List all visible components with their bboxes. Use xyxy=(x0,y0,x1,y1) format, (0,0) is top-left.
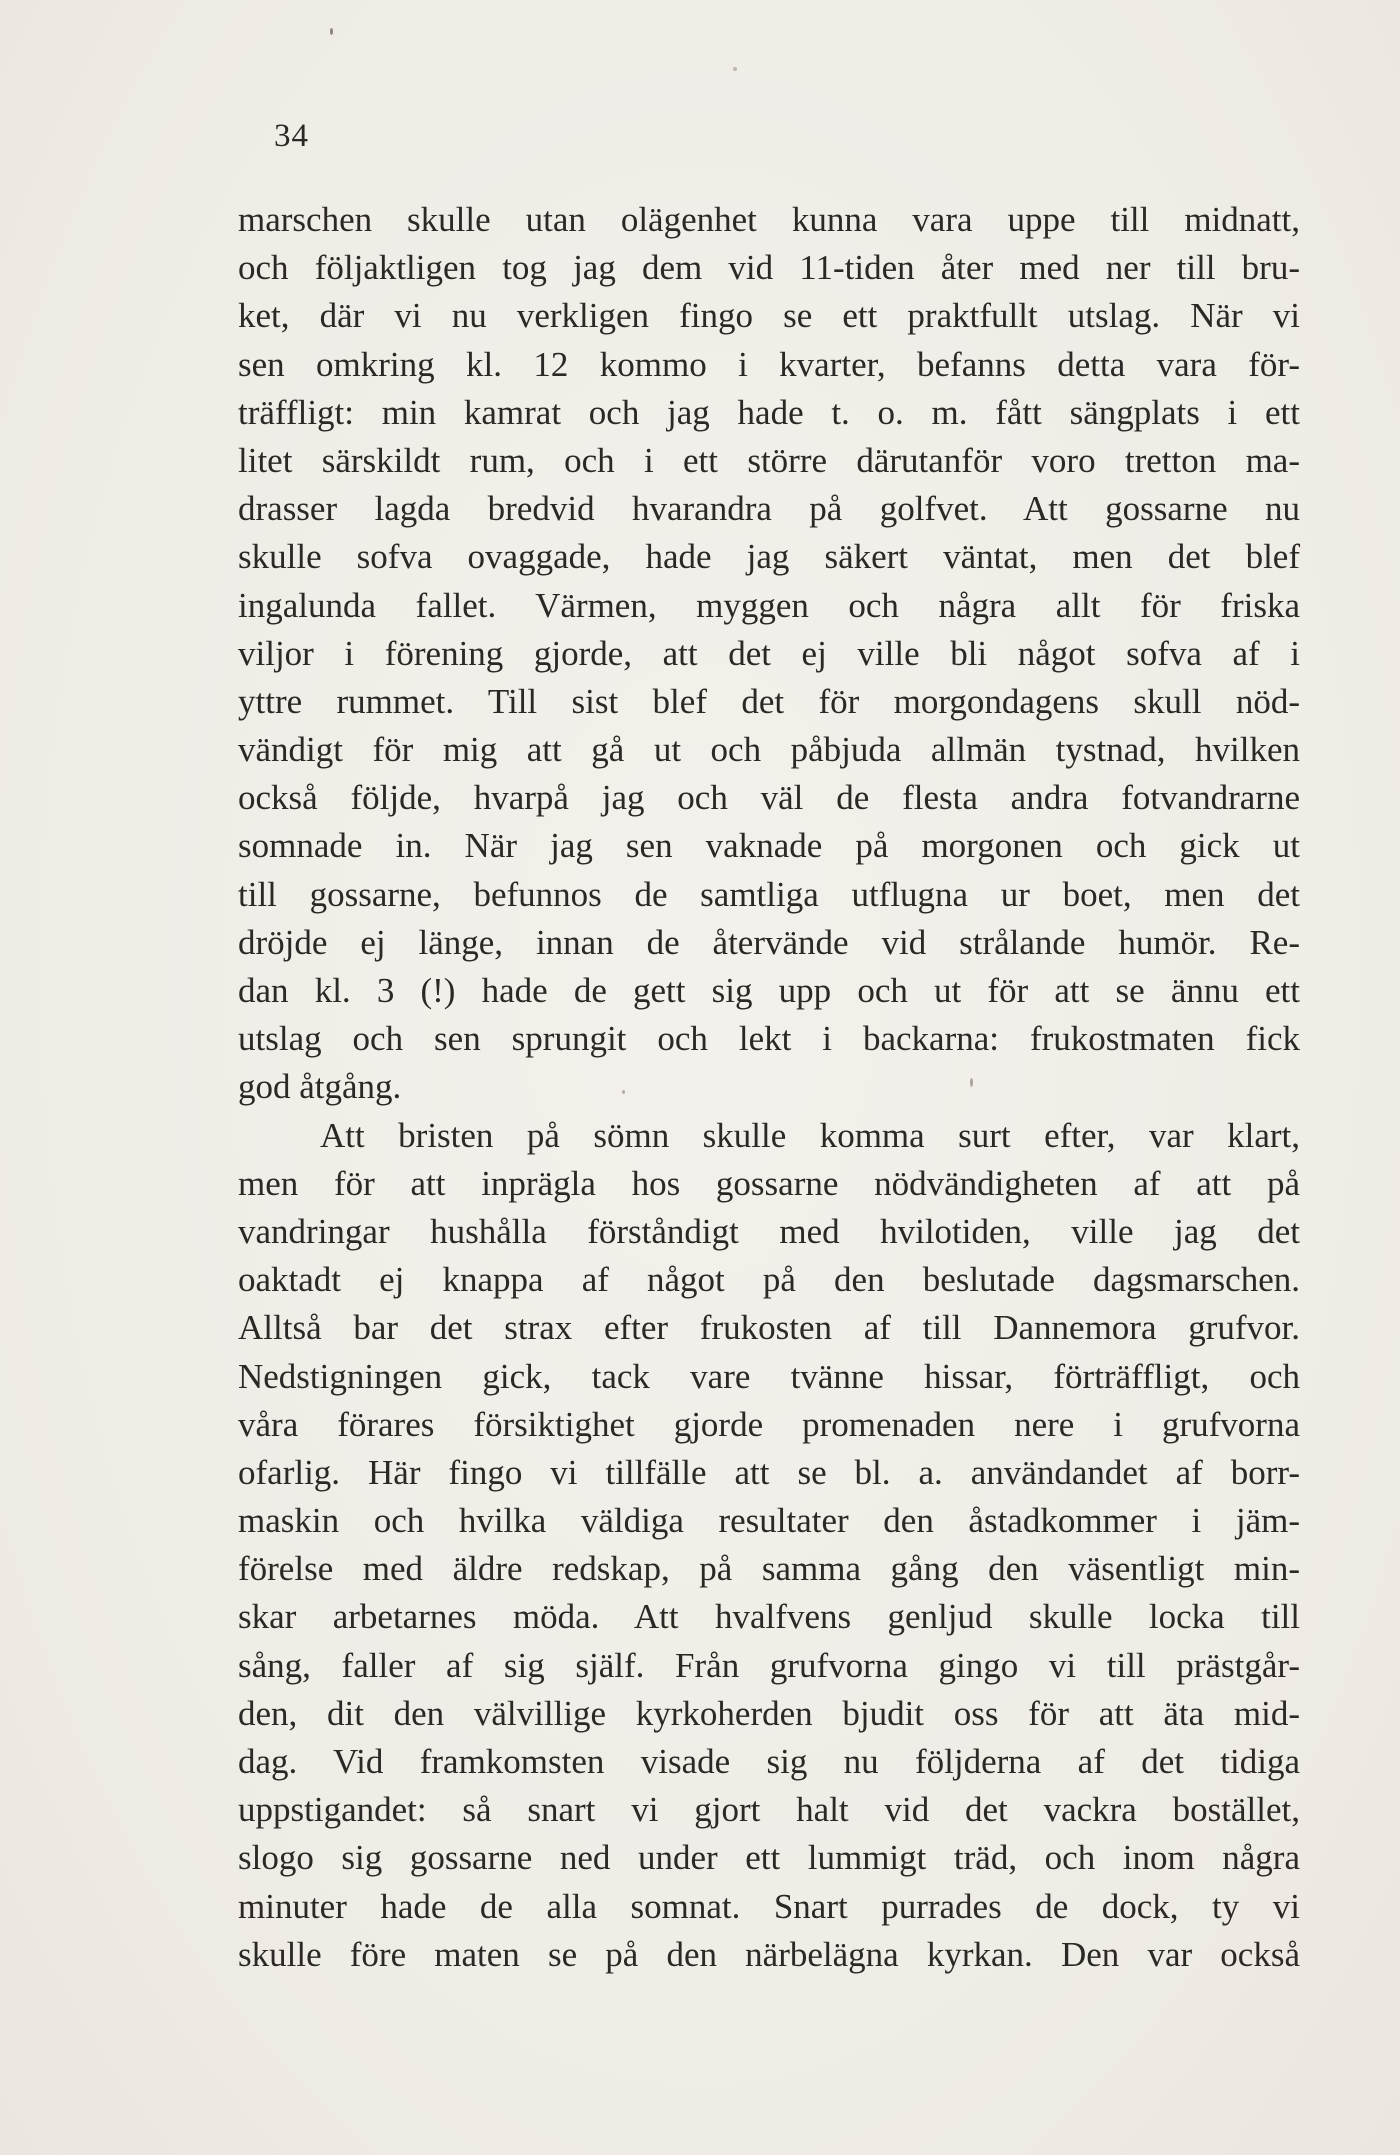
text-line: Alltså bar det strax efter frukosten af till Dannemora grufvor. xyxy=(238,1308,1300,1348)
text-line: men för att inprägla hos gossarne nödvändigheten af att på xyxy=(238,1163,1300,1203)
text-line: dag. Vid framkomsten visade sig nu följderna af det tidiga xyxy=(238,1742,1300,1781)
text-line: viljor i förening gjorde, att det ej ville bli något sofva af i xyxy=(238,633,1300,673)
text-line: och följaktligen tog jag dem vid 11-tiden åter med ner till bru- xyxy=(238,248,1300,288)
text-line: sång, faller af sig själf. Från grufvorna gingo vi till prästgår- xyxy=(238,1645,1300,1685)
text-line: sen omkring kl. 12 kommo i kvarter, befanns detta vara för- xyxy=(238,344,1300,384)
text-line: träffligt: min kamrat och jag hade t. o. m. fått sängplats i ett xyxy=(238,392,1300,432)
paragraph-start-line: Att bristen på sömn skulle komma surt efter, var klart, xyxy=(320,1115,1300,1155)
text-line: vandringar hushålla förståndigt med hvilotiden, ville jag det xyxy=(238,1211,1300,1251)
text-line: dröjde ej länge, innan de återvände vid strålande humör. Re- xyxy=(238,922,1300,962)
text-line: våra förares försiktighet gjorde promenaden nere i grufvorna xyxy=(238,1404,1300,1444)
text-line: maskin och hvilka väldiga resultater den åstadkommer i jäm- xyxy=(238,1501,1300,1541)
text-line: utslag och sen sprungit och lekt i backarna: frukostmaten fick xyxy=(238,1019,1300,1059)
paper-speck xyxy=(733,67,737,71)
text-line: den, dit den välvillige kyrkoherden bjudit oss för att äta mid- xyxy=(238,1693,1300,1733)
text-line: uppstigandet: så snart vi gjort halt vid det vackra bostället, xyxy=(238,1790,1300,1830)
text-line: dan kl. 3 (!) hade de gett sig upp och ut för att se ännu ett xyxy=(238,971,1300,1010)
text-line: Nedstigningen gick, tack vare tvänne hissar, förträffligt, och xyxy=(238,1356,1300,1396)
text-line: till gossarne, befunnos de samtliga utflugna ur boet, men det xyxy=(238,874,1300,914)
text-line: oaktadt ej knappa af något på den beslutade dagsmarschen. xyxy=(238,1260,1300,1300)
text-line: ket, där vi nu verkligen fingo se ett praktfullt utslag. När vi xyxy=(238,296,1300,336)
text-line: skulle före maten se på den närbelägna kyrkan. Den var också xyxy=(238,1934,1300,1974)
text-line: somnade in. När jag sen vaknade på morgonen och gick ut xyxy=(238,826,1300,866)
text-line: ingalunda fallet. Värmen, myggen och några allt för friska xyxy=(238,585,1300,625)
text-line: skulle sofva ovaggade, hade jag säkert väntat, men det blef xyxy=(238,537,1300,577)
text-line: yttre rummet. Till sist blef det för morgondagens skull nöd- xyxy=(238,681,1300,721)
text-line: marschen skulle utan olägenhet kunna vara uppe till midnatt, xyxy=(238,200,1300,239)
text-line: skar arbetarnes möda. Att hvalfvens genljud skulle locka till xyxy=(238,1597,1300,1637)
text-line: litet särskildt rum, och i ett större därutanför voro tretton ma- xyxy=(238,440,1300,480)
text-line: slogo sig gossarne ned under ett lummigt träd, och inom några xyxy=(238,1838,1300,1878)
paragraph-end-line: god åtgång. xyxy=(238,1067,402,1107)
text-line: också följde, hvarpå jag och väl de flesta andra fotvandrarne xyxy=(238,778,1300,818)
text-line: drasser lagda bredvid hvarandra på golfvet. Att gossarne nu xyxy=(238,489,1300,529)
body-text xyxy=(238,196,1300,1979)
text-line: ofarlig. Här fingo vi tillfälle att se bl. a. användandet af borr- xyxy=(238,1452,1300,1492)
text-line: förelse med äldre redskap, på samma gång den väsentligt min- xyxy=(238,1549,1300,1589)
text-line: minuter hade de alla somnat. Snart purrades de dock, ty vi xyxy=(238,1886,1300,1926)
page-number: 34 xyxy=(274,118,309,154)
text-line: vändigt för mig att gå ut och påbjuda allmän tystnad, hvilken xyxy=(238,730,1300,770)
paper-speck xyxy=(330,28,333,35)
